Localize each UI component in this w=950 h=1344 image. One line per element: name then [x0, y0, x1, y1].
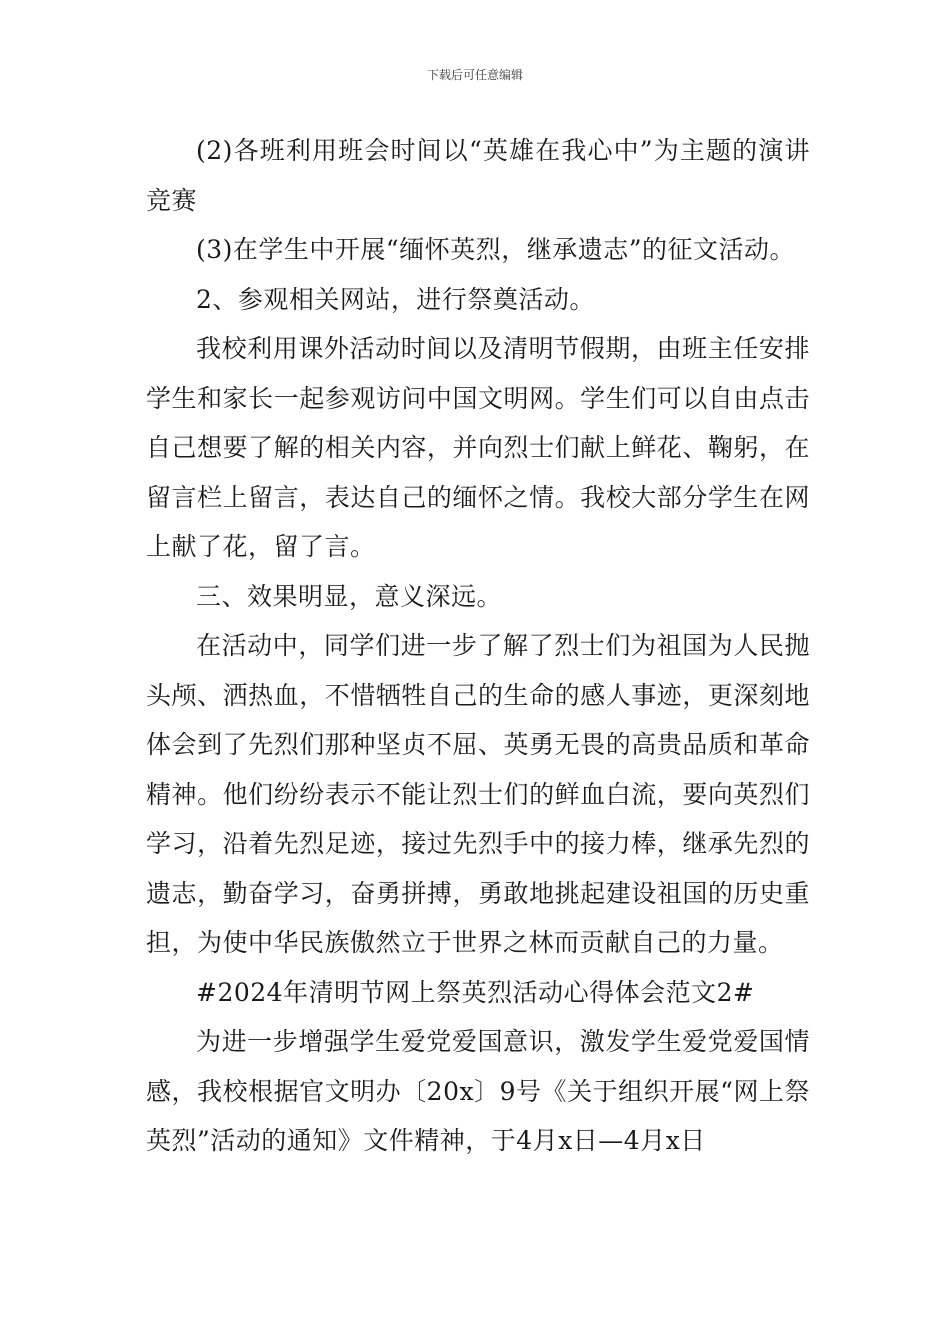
- paragraph-essay-title-2: #2024年清明节网上祭英烈活动心得体会范文2#: [196, 977, 755, 1007]
- paragraph-section-website-visit: 2、参观相关网站，进行祭奠活动。: [196, 284, 595, 314]
- page-header: 下载后可任意编辑: [426, 68, 523, 82]
- paragraph-results-details: 在活动中，同学们进一步了解了烈士们为祖国为人民抛头颅、洒热血，不惜牺牲自己的生命的感人事迹，更深刻地体会到了先烈们那种坚贞不屈、英勇无畏的高贵品质和革命精神。他们纷纷表示不能让烈士们的鲜血白流，要向英烈们学习，沿着先烈足迹，接过先烈手中的接力棒，继承先烈的遗志，勤奋学习，奋勇拼搏，勇敢地挑起建设祖国的历史重担，为使中华民族傲然立于世界之林而贡献自己的力量。: [146, 631, 810, 957]
- paragraph-section-results: 三、效果明显，意义深远。: [196, 581, 503, 611]
- paragraph-essay-activity: (3)在学生中开展“缅怀英烈，继承遗志”的征文活动。: [196, 235, 795, 264]
- paragraph-speech-contest: (2)各班利用班会时间以“英雄在我心中”为主题的演讲竞赛: [146, 136, 810, 215]
- paragraph-website-visit-details: 我校利用课外活动时间以及清明节假期，由班主任安排学生和家长一起参观访问中国文明网。学生们可以自由点击自己想要了解的相关内容，并向烈士们献上鲜花、鞠躬，在留言栏上留言，表达自己的缅怀之情。我校大部分学生在网上献了花，留了言。: [146, 334, 810, 561]
- document-body: [146, 126, 810, 1166]
- paragraph-essay-2-intro: 为进一步增强学生爱党爱国意识，激发学生爱党爱国情感，我校根据官文明办〔20x〕9号《关于组织开展“网上祭英烈”活动的通知》文件精神，于4月x日—4月x日: [146, 1027, 810, 1155]
